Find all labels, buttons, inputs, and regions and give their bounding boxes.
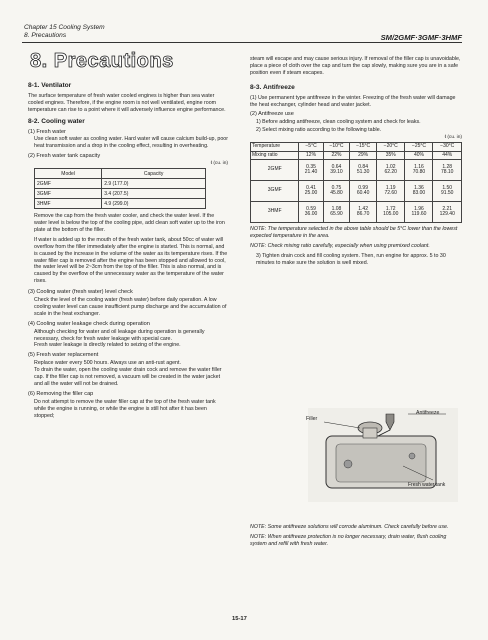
mix-cell: 0.64 39.10 — [323, 160, 350, 181]
mixing-unit: ℓ (cu. in) — [444, 135, 462, 141]
mix-header: 35% — [376, 151, 405, 160]
mix-cell: 0.59 36.00 — [299, 202, 323, 223]
mix-header: 44% — [433, 151, 462, 160]
section-heading-ventilator: 8-1. Ventilator — [28, 82, 72, 89]
fresh-water-heading: (1) Fresh water — [28, 128, 66, 135]
level-check-text: Check the level of the cooling water (fresh water) before daily operation. A low cooling water level can cause insufficient pump discharge and the accumulation of scale in the heat exchanger. — [34, 297, 227, 317]
mix-header: −25°C — [405, 143, 433, 152]
capacity-table — [34, 168, 206, 209]
capacity-value: 4.9 (299.0) — [102, 199, 206, 209]
mix-header: Temperature — [251, 143, 299, 152]
model-list: SM/2GMF·3GMF·3HMF — [380, 33, 462, 42]
header-rule — [22, 42, 462, 43]
mix-header: −10°C — [323, 143, 350, 152]
mix-header: −30°C — [433, 143, 462, 152]
antifreeze-step-2: 2) Select mixing ratio according to the following table. — [256, 127, 382, 134]
capacity-model: 2GMF — [35, 179, 102, 189]
table-row — [251, 151, 462, 160]
filler-cap-text: Do not attempt to remove the water filler cap at the top of the fresh water tank while the engine is running, or while the engine is still hot after it has been stopped; — [34, 398, 216, 419]
mix-model: 3GMF — [251, 181, 299, 202]
mix-cell: 1.28 78.10 — [433, 160, 462, 181]
leakage-check-text: Although checking for water and oil leakage during operation is generally necessary, check for fresh water leakage with special care. — [34, 328, 205, 342]
capacity-model: 3HMF — [35, 199, 102, 209]
capacity-value: 3.4 (207.5) — [102, 189, 206, 199]
label-fresh-water-tank: Fresh water tank — [408, 482, 446, 488]
notes-bottom — [250, 524, 462, 551]
mix-header: −5°C — [299, 143, 323, 152]
table-row — [251, 160, 462, 181]
section-heading-antifreeze: 8-3. Antifreeze — [250, 83, 295, 91]
mixing-table — [250, 142, 462, 223]
mix-cell: 1.36 83.00 — [405, 181, 433, 202]
note-refill: NOTE: When antifreeze protection is no longer necessary, drain water, flush cooling system and refill with fresh water. — [250, 533, 447, 547]
mix-cell: 1.72 105.00 — [376, 202, 405, 223]
leakage-check-heading: (4) Cooling water leakage check during operation — [28, 320, 150, 327]
table-row — [35, 179, 206, 189]
mix-header: 12% — [299, 151, 323, 160]
mix-header: −15°C — [350, 143, 377, 152]
section-heading-cooling-water: 8-2. Cooling water — [28, 117, 85, 125]
table-row — [251, 181, 462, 202]
tank-text-1: Remove the cap from the fresh water cooler, and check the water level. If the water level is below the top of the cooling pipe, add clean soft water up to the iron plate at the bottom of the filler. — [34, 213, 225, 233]
mix-cell: 1.02 62.20 — [376, 160, 405, 181]
mix-cell: 1.42 86.70 — [350, 202, 377, 223]
level-check-heading: (3) Cooling water (fresh water) level check — [28, 289, 133, 296]
mix-cell: 1.16 70.80 — [405, 160, 433, 181]
leakage-check-text-2: Fresh water leakage is directly related to seizing of the engine. — [34, 342, 181, 349]
right-column — [250, 56, 462, 270]
chapter-header: Chapter 15 Cooling System — [24, 24, 105, 31]
tank-illustration — [308, 408, 458, 502]
tank-text-2: If water is added up to the mouth of the fresh water tank, about 50cc of water will overflow from the filler immediately after the engine is started. This is normal, and is caused by the increase in the volume of the water as its temperature rises. If the water filler cap is removed after the engine has been stopped and allowed to cool, the water level will be 2~3cm from the top of the filler. This is also normal, and is caused by the overflow of the unnecessary water as the temperature of the water rises. — [34, 236, 228, 285]
mix-header: 29% — [350, 151, 377, 160]
mix-header: 40% — [405, 151, 433, 160]
note-mixing: NOTE: Check mixing ratio carefully, especially when using premixed coolant. — [250, 243, 430, 250]
mix-cell: 2.21 129.40 — [433, 202, 462, 223]
filler-cap-heading: (6) Removing the filler cap — [28, 390, 94, 397]
mix-cell: 0.75 45.80 — [323, 181, 350, 202]
table-row — [35, 189, 206, 199]
capacity-header-capacity: Capacity — [102, 169, 206, 179]
capacity-header-model: Model — [35, 169, 102, 179]
mix-cell: 1.19 72.60 — [376, 181, 405, 202]
label-filler: Filler — [306, 416, 318, 422]
filler-cap-continued-text: steam will escape and may cause serious injury. If removal of the filler cap is unavoidable, place a piece of cloth over the cap and turn the cap slowly, making sure you are in a safe position even if steam escapes. — [250, 56, 461, 76]
antifreeze-step-3: 3) Tighten drain cock and fill cooling system. Then, run engine for approx. 5 to 30 minutes to make sure the solution is well mixed. — [256, 252, 446, 266]
page-number: 15-17 — [232, 616, 247, 622]
mix-header: 22% — [323, 151, 350, 160]
page-title: 8. Precautions — [30, 50, 174, 72]
antifreeze-text-1: (1) Use permanent type antifreeze in the winter. Freezing of the fresh water will damage the heat exchanger, cylinder head and water jacket. — [250, 94, 456, 108]
mix-cell: 1.50 91.50 — [433, 181, 462, 202]
note-temperature: NOTE: The temperature selected in the above table should be 5°C lower than the lowest expected temperature in the area. — [250, 226, 458, 240]
replacement-heading: (5) Fresh water replacement — [28, 352, 99, 359]
mix-model: 3HMF — [251, 202, 299, 223]
capacity-value: 2.9 (177.0) — [102, 179, 206, 189]
mix-header: −20°C — [376, 143, 405, 152]
table-row — [35, 199, 206, 209]
mix-header: Mixing ratio — [251, 151, 299, 160]
section-header: 8. Precautions — [24, 32, 67, 39]
mix-cell: 1.08 65.90 — [323, 202, 350, 223]
mix-cell: 0.35 21.40 — [299, 160, 323, 181]
table-row — [251, 202, 462, 223]
replacement-text: Replace water every 500 hours. Always use an anti-rust agent. — [34, 360, 181, 367]
replacement-text-2: To drain the water, open the cooling water drain cock and remove the water filler cap. If the filler cap is not removed, a vacuum will be created in the water jacket and all the water will not be drained. — [34, 367, 222, 387]
antifreeze-step-1: 1) Before adding antifreeze, clean cooling system and check for leaks. — [256, 119, 421, 126]
mix-cell: 0.99 60.40 — [350, 181, 377, 202]
mix-cell: 0.41 25.00 — [299, 181, 323, 202]
tank-capacity-heading: (2) Fresh water tank capacity — [28, 153, 101, 160]
mix-model: 2GMF — [251, 160, 299, 181]
fresh-water-text: Use clean soft water as cooling water. Hard water will cause calcium build-up, poor heat transmission and a drop in the cooling effect, resulting in overheating. — [34, 136, 229, 150]
table-row — [251, 143, 462, 152]
left-column — [28, 78, 228, 423]
mix-cell: 0.84 51.30 — [350, 160, 377, 181]
label-antifreeze: Antifreeze — [416, 410, 440, 416]
antifreeze-use-heading: (2) Antifreeze use — [250, 111, 294, 118]
note-aluminum: NOTE: Some antifreeze solutions will corrode aluminum. Check carefully before use. — [250, 524, 449, 530]
ventilator-text: The surface temperature of fresh water cooled engines is higher than sea water cooled engines. Therefore, if the engine room is not well ventilated, engine room temperature can rise to a point where it will adversely influence engine performance. — [28, 92, 226, 113]
mix-cell: 1.96 119.60 — [405, 202, 433, 223]
capacity-unit: ℓ (cu. in) — [210, 161, 228, 167]
capacity-model: 3GMF — [35, 189, 102, 199]
